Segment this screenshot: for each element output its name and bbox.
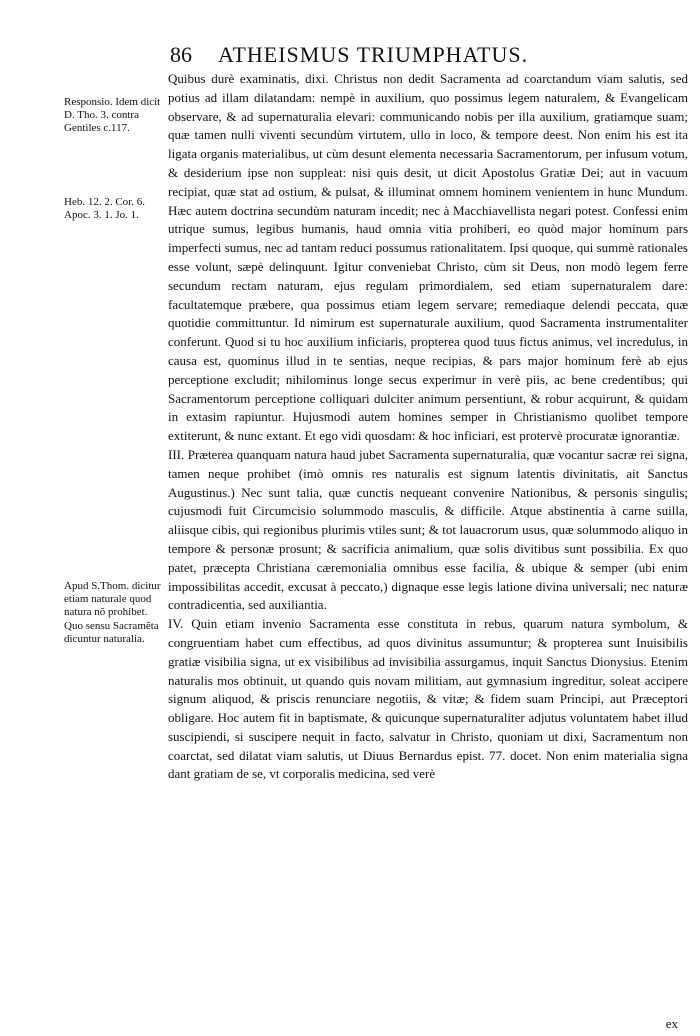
page-header <box>170 42 670 68</box>
catchword: ex <box>665 1016 678 1031</box>
main-text <box>168 70 688 784</box>
running-title: ATHEISMUS TRIUMPHATUS. <box>218 42 529 67</box>
paragraph-3: IV. Quin etiam invenio Sacramenta esse constituta in rebus, quarum natura symbolum, & congruentiam habet cum effectibus, ad quos divinitus assumuntur; & propterea sunt Inuisibilis gratiæ visibilia signa, ut ex visibilibus ad invisibilia assurgamus, inquit Sanctus Dionysius. Etenim naturalis mos obtinuit, ut quando quis novam militiam, aut gymnasium ingreditur, soleat accipere signum aliquod, & priscis renunciare negotiis, & vitæ; & fidem suam Principi, aut Præceptori obligare. Hoc autem fit in baptismate, & quicunque supernaturaliter adjutus voluntatem habet illud suscipiendi, si suscipere nequit in facto, salvatur in Christo, quoniam ut dixi, Sacramentum non coarctat, sed dilatat viam salutis, ut Diuus Bernardus epist. 77. docet. Non enim materialia signa dant gratiam de se, vt corporalis medicina, sed verè <box>168 616 688 782</box>
margin-note-responsio: Responsio. Idem dicit D. Tho. 3. contra Gentiles c.117. <box>64 96 161 135</box>
page-number: 86 <box>170 42 192 67</box>
paragraph-2: III. Præterea quanquam natura haud jubet Sacramenta supernaturalia, quæ vocantur sacræ rei signa, tamen neque prohibet (imò omnis res naturalis est signum latentis divinitatis, ait Sanctus Augustinus.) Nec sunt talia, quæ cunctis nequeant convenire Nationibus, & personis singulis; cujusmodi fuit Circumcisio solummodo masculis, & difficile. Atque abstinentia à carne suilla, aliisque cibis, qui regionibus plurimis vtiles sunt; & tot lauacrorum usus, quæ solummodo aliquo in tempore & personæ prosunt; & sacrificia animalium, quæ solis divitibus sunt possibilia. Ex quo patet, præcepta Christiana cæremonialia omnibus esse facilia, & ubique & semper (ubi enim impossibilitas accedit, excusat à peccato,) dignaque esse legis latione divina universali; nec naturæ contradicentia, sed auxiliantia. <box>168 446 688 613</box>
margin-note-aquinas: Apud S.Thom. dicitur etiam naturale quod natura nõ prohibet. Quo sensu Sacramẽta dicuntur naturalia. <box>64 580 161 645</box>
paragraph-1: Quibus durè examinatis, dixi. Christus non dedit Sacramenta ad coarctandum viam salutis, sed potius ad illam dilatandam: nempè in auxilium, quo possimus legem naturalem, & Evangelicam observare, & ad supernaturalia elevari: communicando nobis per illa auxilium, gratiamque suam; quæ tamen nulli viventi secundùm virtutem, ullo in loco, & tempore deest. Non enim his est ita ligata organis materialibus, ut cùm desunt elementa necessaria Sacramentorum, per infusum votum, & desiderium ipse non suppleat: nisi quis desit, ut dicit Apostolus Gratiæ Dei; aut in vacuum recipiat, quæ stat ad ostium, & pulsat, & illuminat omnem hominem venientem in hunc Mundum. Hæc autem doctrina secundùm naturam incedit; nec à Macchiavellista negari potest. Confessi enim utrique sumus, legibus humanis, haud omnia vitia prohiberi, eo quòd major hominum pars imperfecti sumus, nec ad tantam reduci possumus rationalitatem. Ipsi quoque, qui summè rationales esse volunt, sæpè delinquunt. Igitur conveniebat Christo, cùm sit Deus, non modò legem ferre secundum rectam naturam, ejus regulam primordialem, sed etiam supernaturalem dare: facultatemque præbere, qua possimus etiam legem servare; remediaque delendi peccata, quæ quotidie committuntur. Id nimirum est supernaturale auxilium, quod Sacramenta instrumentaliter conferunt. Quod si tu hoc auxilium inficiaris, propterea quod tuus fictus animus, vel incredulus, in causa est, quominus illud in te sentias, neque recipias, & pars major hominum ferè ab ejus perceptione excludit; nihilominus longe secus experimur in verè piis, ac bene credentibus; qui Sacramentorum perceptione colliquari dulciter animum persentiunt, & robur acquirunt, & quidam in extasim rapiuntur. Hujusmodi autem homines semper in Christianismo quolibet tempore extiterunt, & nunc extant. Et ego vidi quosdam: & hoc inficiari, est protervè procuratæ ignorantiæ. <box>168 71 688 444</box>
margin-note-scripture-refs: Heb. 12. 2. Cor. 6. Apoc. 3. 1. Jo. 1. <box>64 196 145 222</box>
